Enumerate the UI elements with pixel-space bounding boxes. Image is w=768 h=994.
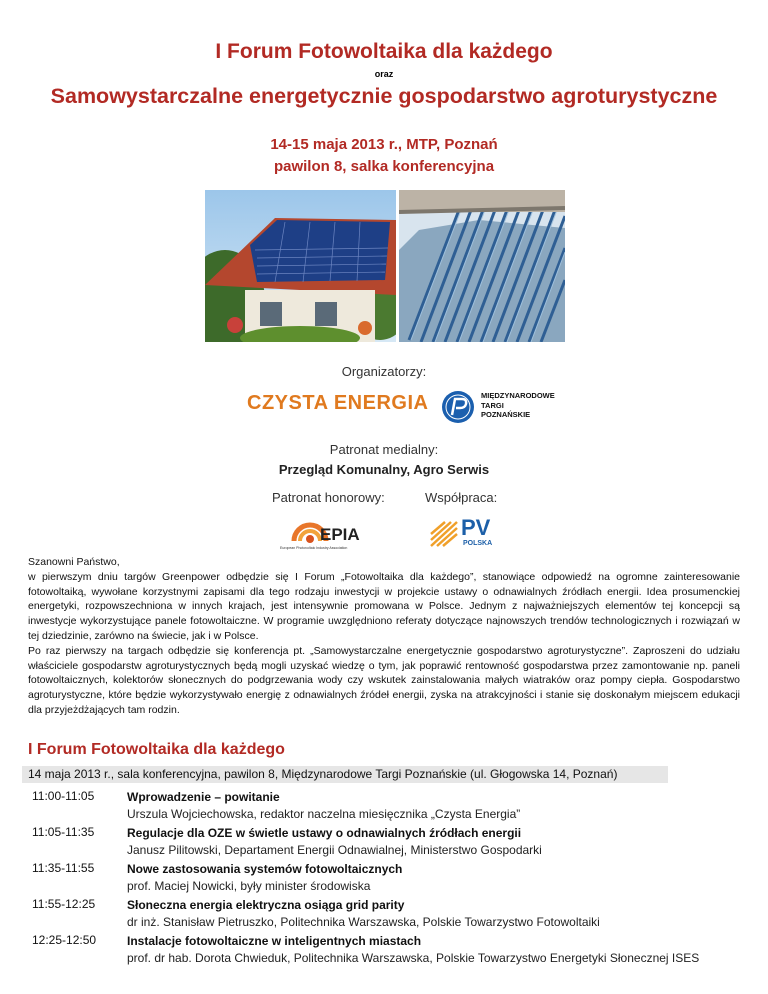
media-patronage-label: Patronat medialny: xyxy=(329,442,439,457)
agenda-time: 11:35-11:55 xyxy=(32,861,95,875)
agenda-list xyxy=(32,786,752,966)
forum-section-title: I Forum Fotowoltaika dla każdego xyxy=(28,741,285,758)
epia-logo xyxy=(280,513,376,555)
pv-subtext: POLSKA xyxy=(463,540,493,547)
intro-paragraph-1: w pierwszym dniu targów Greenpower odbędzie się I Forum „Fotowoltaika dla każdego”, stanowiące odpowiedź na ogromne zainteresowanie fotowoltaiką, wywołane korzystnymi zapisami dla tego rodzaju inwestycji w projekcie ustawy o odnawialnych źródłach energii. Idea prosumenckiej energetyki, rozpowszechniona w innych krajach, jest intensywnie promowana w Polsce. Jednym z najważniejszych elementów tej koncepcji są inwestycje wykorzystujące panele fotowoltaiczne. W programie uwzględniono referaty dotyczące najnowszych trendów technologicznych i rozwiązań w tej dziedzinie, zarówno na świecie, jak i w Polsce. xyxy=(28,570,740,642)
agenda-speaker: dr inż. Stanisław Pietruszko, Politechnika Warszawska, Polskie Towarzystwo Fotowoltaiki xyxy=(127,915,600,929)
agenda-speaker: Urszula Wojciechowska, redaktor naczelna miesięcznika „Czysta Energia” xyxy=(127,807,521,821)
agenda-title: Instalacje fotowoltaiczne w inteligentnych miastach xyxy=(127,934,422,948)
czysta-energia-logo xyxy=(247,392,428,415)
cooperation-label: Współpraca: xyxy=(425,490,498,505)
agenda-speaker: Janusz Pilitowski, Departament Energii Odnawialnej, Ministerstwo Gospodarki xyxy=(127,843,542,857)
agenda-time: 11:55-12:25 xyxy=(32,897,96,911)
event-venue: pawilon 8, salka konferencyjna xyxy=(273,158,495,175)
media-patronage-names: Przegląd Komunalny, Agro Serwis xyxy=(278,462,490,477)
pv-sun-icon xyxy=(427,518,461,548)
agenda-time: 11:05-11:35 xyxy=(32,825,95,839)
agenda-row xyxy=(32,894,752,930)
event-date: 14-15 maja 2013 r., MTP, Poznań xyxy=(270,136,498,153)
page-title: I Forum Fotowoltaika dla każdego xyxy=(215,40,553,63)
agenda-title: Regulacje dla OZE w świetle ustawy o odnawialnych źródłach energii xyxy=(127,826,522,840)
intro-paragraph-2: Po raz pierwszy na targach odbędzie się konferencja pt. „Samowystarczalne energetycznie gospodarstwo agroturystyczne”. Zaproszeni do udziału właściciele gospodarstw agroturystycznych będą mogli uzyskać wiedzę o tym, jak poprawić rentowność gospodarstwa przez zamontowanie np. paneli fotowoltaicznych, kolektorów słonecznych do podgrzewania wody czy wskutek zainstalowania małych wiatraków oraz pompy ciepła. Gospodarstwo agroturystyczne, które będzie wykorzystywało energię z odnawialnych źródeł energii, zyska na atrakcyjności i stanie się doskonałym miejscem edukacji dla przyjeżdżających tam rodzin. xyxy=(28,644,740,716)
mtp-line-1: MIĘDZYNARODOWE xyxy=(481,391,555,400)
agenda-row xyxy=(32,822,752,858)
agenda-title: Słoneczna energia elektryczna osiąga grid parity xyxy=(127,898,405,912)
organizers-label: Organizatorzy: xyxy=(341,364,427,379)
pv-polska-logo xyxy=(427,516,497,552)
honorary-patronage-label: Patronat honorowy: xyxy=(272,490,385,505)
czysta-energia-text: CZYSTA ENERGIA xyxy=(247,392,429,414)
media-patronage xyxy=(0,440,768,480)
epia-subtext: European Photovoltaic Industry Association xyxy=(280,546,348,550)
agenda-time: 11:00-11:05 xyxy=(32,789,95,803)
salutation: Szanowni Państwo, xyxy=(28,556,120,568)
agenda-row xyxy=(32,930,752,966)
agenda-title: Wprowadzenie – powitanie xyxy=(127,790,280,804)
mtp-logo xyxy=(441,390,561,426)
page-subtitle: Samowystarczalne energetycznie gospodarstwo agroturystyczne xyxy=(50,84,718,108)
mtp-line-3: POZNAŃSKIE xyxy=(481,410,531,419)
event-details xyxy=(0,134,768,178)
agenda-time: 12:25-12:50 xyxy=(32,933,97,947)
title-connector: oraz xyxy=(374,69,394,79)
agenda-speaker: prof. dr hab. Dorota Chwieduk, Politechnika Warszawska, Polskie Towarzystwo Energetyki Słonecznej ISES xyxy=(127,951,700,965)
agenda-speaker: prof. Maciej Nowicki, były minister środowiska xyxy=(127,879,371,893)
solar-collector-photo xyxy=(399,190,565,342)
intro-text xyxy=(28,555,740,718)
pv-text: PV xyxy=(461,515,491,540)
mtp-emblem-icon xyxy=(441,390,475,424)
agenda-row xyxy=(32,786,752,822)
agenda-row xyxy=(32,858,752,894)
mtp-line-2: TARGI xyxy=(481,400,504,410)
epia-text: EPIA xyxy=(320,525,360,544)
agenda-title: Nowe zastosowania systemów fotowoltaicznych xyxy=(127,862,403,876)
forum-section-subtitle: 14 maja 2013 r., sala konferencyjna, pawilon 8, Międzynarodowe Targi Poznańskie (ul. Głogowska 14, Poznań) xyxy=(22,766,668,783)
house-solar-photo xyxy=(205,190,396,342)
